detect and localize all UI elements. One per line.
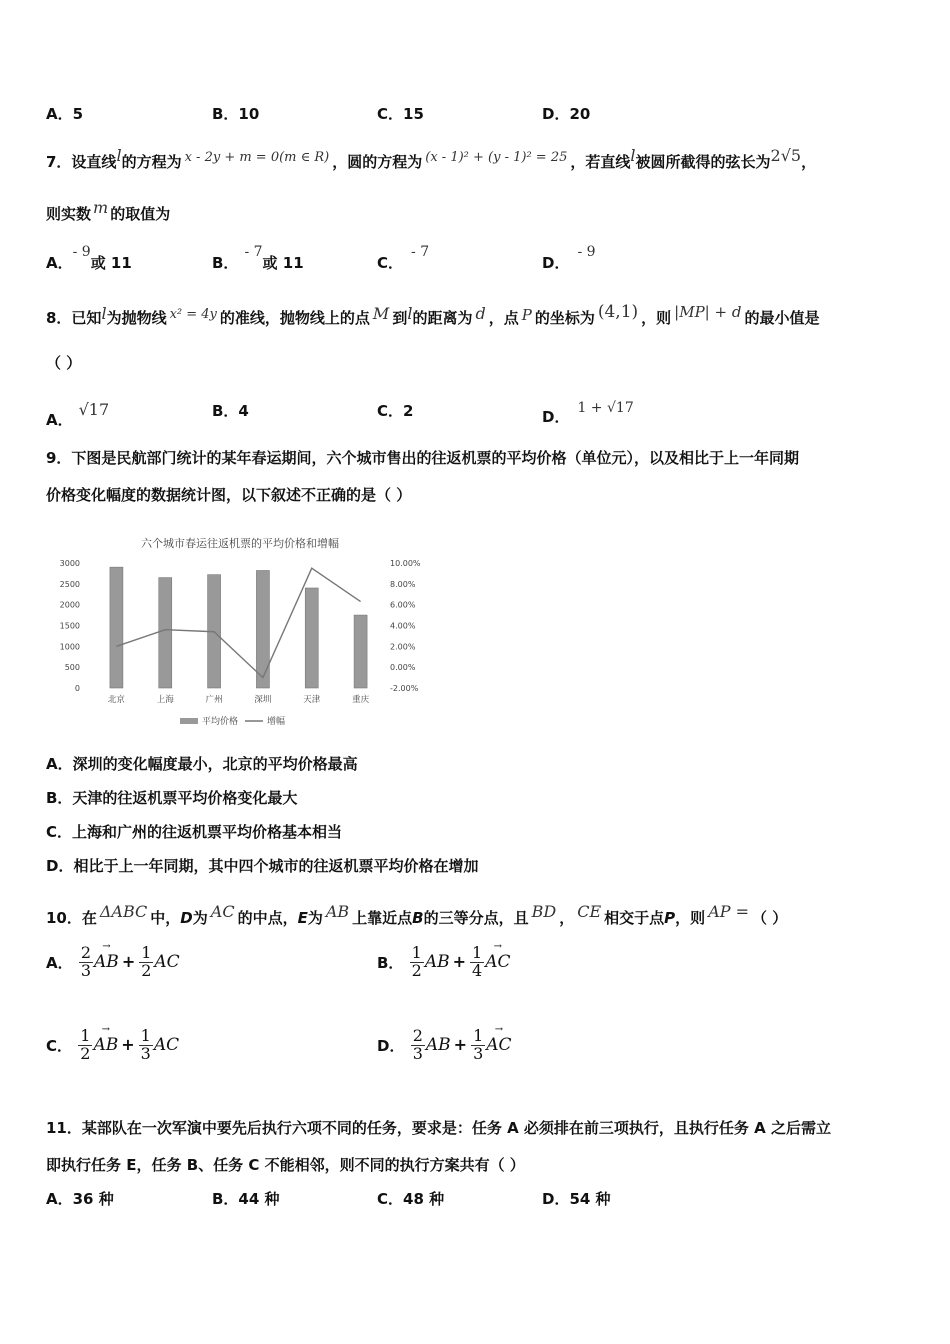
bar-重庆 [354, 615, 367, 688]
q11-option-a: A．36 种 [46, 1190, 114, 1208]
question-9-line-1: 9．下图是民航部门统计的某年春运期间，六个城市售出的往返机票的平均价格（单位元），以及相比于上一年同期 [46, 449, 799, 467]
right-axis-tick: 8.00% [390, 579, 416, 589]
category-label: 广州 [205, 695, 223, 705]
right-axis-tick: 10.00% [390, 559, 421, 568]
q8-option-c: C．2 [377, 402, 414, 420]
q7-option-d: D．- 9 [542, 244, 596, 272]
legend-bar-swatch [180, 718, 198, 724]
q8-expression: |MP| + d [674, 303, 742, 321]
category-label: 上海 [156, 695, 174, 705]
right-axis-tick: 6.00% [390, 600, 416, 610]
question-7-line-1: 7．设直线l的方程为 x - 2y + m = 0(m ∈ R) ，圆的方程为 (x - 1)² + (y - 1)² = 25 ，若直线l被圆所截得的弦长为2√5， [46, 146, 817, 171]
right-axis-tick: -2.00% [390, 684, 419, 693]
bar-深圳 [256, 571, 269, 689]
question-7-line-2: 则实数 m 的取值为 [46, 198, 171, 223]
category-label: 重庆 [352, 695, 370, 705]
legend-bar-label: 平均价格 [202, 717, 239, 727]
q7-option-a: A．- 9或 11 [46, 244, 132, 272]
q7-chord-length: 2√5 [770, 146, 802, 165]
left-axis-tick: 3000 [59, 559, 80, 568]
q11-option-d: D．54 种 [542, 1190, 611, 1208]
q10-option-c: C． $\frac{1}{2}$ → AB + $\frac{1}{3}$ AC [46, 1023, 180, 1063]
q11-option-b: B．44 种 [212, 1190, 280, 1208]
q9-option-a: A．深圳的变化幅度最小，北京的平均价格最高 [46, 755, 358, 773]
question-9-line-2: 价格变化幅度的数据统计图，以下叙述不正确的是（ ） [46, 486, 412, 504]
question-8-line-1: 8．已知l为抛物线 x² = 4y 的准线，抛物线上的点 M 到l的距离为 d ，点 P 的坐标为 (4,1) ，则 |MP| + d 的最小值是 [46, 302, 820, 327]
q8-parabola-equation: x² = 4y [169, 307, 217, 322]
bar-上海 [159, 578, 172, 688]
category-label: 北京 [107, 695, 125, 705]
q8-option-b: B．4 [212, 402, 249, 420]
q6-option-d: D．20 [542, 105, 591, 123]
right-axis-tick: 0.00% [390, 663, 416, 673]
q8-option-a: A．√17 [46, 400, 110, 429]
legend-line-label: 增幅 [267, 717, 286, 727]
q7-option-b: B．- 7或 11 [212, 244, 304, 272]
q8-answer-paren: （ ） [46, 354, 82, 372]
price-change-chart [50, 530, 440, 730]
q6-option-b: B．10 [212, 105, 260, 123]
q6-option-a: A．5 [46, 105, 84, 123]
right-axis-tick: 2.00% [390, 642, 416, 652]
q10-option-b: B． $\frac{1}{2}$ AB + $\frac{1}{4}$ → AC [377, 940, 511, 980]
left-axis-tick: 1500 [59, 621, 80, 631]
growth-line [116, 568, 360, 677]
left-axis-tick: 0 [74, 684, 80, 693]
left-axis-tick: 500 [64, 663, 80, 673]
chart-title: 六个城市春运往返机票的平均价格和增幅 [141, 537, 339, 550]
category-label: 天津 [303, 695, 321, 705]
q7-option-c: C．- 7 [377, 244, 430, 272]
q6-option-c: C．15 [377, 105, 424, 123]
right-axis-tick: 4.00% [390, 621, 416, 631]
q10-option-d: D． $\frac{2}{3}$ AB + $\frac{1}{3}$ → AC [377, 1023, 512, 1063]
question-11-line-1: 11．某部队在一次军演中要先后执行六项不同的任务，要求是：任务 A 必须排在前三项执行，且执行任务 A 之后需立 [46, 1119, 831, 1137]
q7-circle-equation: (x - 1)² + (y - 1)² = 25 [425, 150, 568, 165]
question-11-line-2: 即执行任务 E，任务 B、任务 C 不能相邻，则不同的执行方案共有（ ） [46, 1156, 525, 1174]
q8-option-d: D． 1 + √17 [542, 400, 634, 426]
left-axis-tick: 1000 [59, 642, 80, 652]
q9-option-d: D．相比于上一年同期，其中四个城市的往返机票平均价格在增加 [46, 857, 479, 875]
bar-天津 [305, 588, 318, 688]
left-axis-tick: 2000 [59, 600, 80, 610]
q9-option-c: C．上海和广州的往返机票平均价格基本相当 [46, 823, 343, 841]
left-axis-tick: 2500 [59, 579, 80, 589]
chart-legend [180, 715, 285, 727]
q8-point-coordinates: (4,1) [597, 302, 639, 322]
q9-option-b: B．天津的往返机票平均价格变化最大 [46, 789, 298, 807]
bar-北京 [110, 567, 123, 688]
q7-line-equation: x - 2y + m = 0(m ∈ R) [184, 150, 330, 165]
q10-option-a: A． $\frac{2}{3}$ → AB + $\frac{1}{2}$ AC [46, 940, 180, 980]
q11-option-c: C．48 种 [377, 1190, 445, 1208]
question-10-line-1: 10．在 ΔABC 中，D为 AC 的中点，E为 AB 上靠近点B的三等分点，且 BD ， CE 相交于点P，则 AP = （ ） [46, 902, 788, 927]
category-label: 深圳 [254, 695, 272, 705]
